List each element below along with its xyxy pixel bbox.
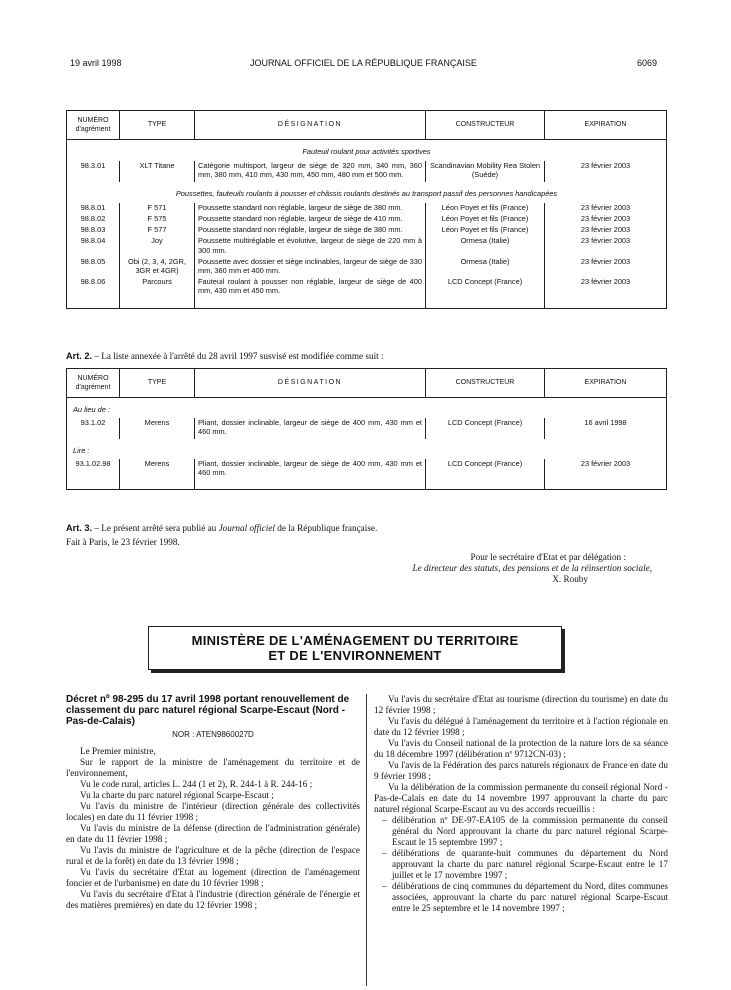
column-divider (366, 694, 367, 986)
cell-type: F 577 (120, 225, 195, 236)
signature-name: X. Rouby (552, 574, 588, 584)
article-label: Art. 2. (66, 351, 93, 361)
paragraph: Le Premier ministre, (80, 746, 156, 756)
paragraph: Vu l'avis du ministre de la défense (direction de l'administration générale) en date du 11 février 1998 ; (66, 823, 360, 844)
article-3 (66, 522, 666, 534)
table-header-row (67, 369, 667, 398)
cell-number: 98.8.05 (67, 257, 120, 277)
decree-right-column (374, 694, 668, 914)
cell-type: Merens (120, 418, 195, 438)
cell-designation: Catégorie multisport, largeur de siège de 320 mm, 340 mm, 360 mm, 380 mm, 410 mm, 430 mm, 450 mm, 480 mm et 500 mm. (195, 161, 426, 181)
paragraph: Vu le code rural, articles L. 244 (1 et 2), R. 244-1 à R. 244-16 ; (80, 779, 313, 789)
approval-table-1 (66, 110, 667, 309)
cell-number: 98.8.04 (67, 236, 120, 256)
article-text: – Le présent arrêté sera publié au (92, 523, 219, 533)
table-row (67, 459, 667, 490)
col-header-manufacturer: CONSTRUCTEUR (426, 369, 545, 398)
signature-block (330, 552, 652, 585)
cell-number: 98.8.01 (67, 203, 120, 214)
nor-reference: NOR : ATEN9860027D (172, 730, 254, 739)
col-header-designation: DÉSIGNATION (195, 111, 426, 140)
cell-manufacturer: LCD Concept (France) (426, 277, 545, 308)
page-header (70, 58, 657, 72)
table-row (67, 418, 667, 438)
cell-designation: Poussette standard non réglable, largeur de siège de 380 mm. (195, 225, 426, 236)
section-heading-row (67, 398, 667, 419)
col-header-manufacturer: CONSTRUCTEUR (426, 111, 545, 140)
cell-designation: Fauteuil roulant à pousser non réglable, largeur de siège de 400 mm, 430 mm et 450 mm. (195, 277, 426, 308)
lire-label: Lire : (67, 439, 667, 459)
section-heading: Fauteuil roulant pour activités sportives (67, 140, 667, 162)
au-lieu-de-label: Au lieu de : (67, 398, 667, 419)
cell-designation: Poussette multiréglable et évolutive, largeur de siège de 220 mm à 300 mm. (195, 236, 426, 256)
section-heading: Poussettes, fauteuils roulants à pousser et châssis roulants destinés au transport passif des personnes handicapées (67, 182, 667, 203)
article-text: de la République française. (274, 523, 378, 533)
cell-manufacturer: Léon Poyet et fils (France) (426, 214, 545, 225)
table-row (67, 257, 667, 277)
section-heading-row (67, 182, 667, 203)
cell-designation: Poussette standard non réglable, largeur de siège de 410 mm. (195, 214, 426, 225)
cell-type: F 575 (120, 214, 195, 225)
fait-a-paris: Fait à Paris, le 23 février 1998. (66, 537, 180, 547)
cell-manufacturer: LCD Concept (France) (426, 418, 545, 438)
cell-expiration: 16 avril 1998 (545, 418, 667, 438)
list-item: – délibérations de cinq communes du département du Nord, dites communes associées, approuvant la charte du parc naturel régional Scarpe-Escaut entre le 25 septembre et le 14 novembre 1997 ; (392, 881, 668, 914)
cell-expiration: 23 février 2003 (545, 203, 667, 214)
cell-manufacturer: LCD Concept (France) (426, 459, 545, 490)
cell-number: 98.8.03 (67, 225, 120, 236)
signature-title: Le directeur des statuts, des pensions et de la réinsertion sociale, (412, 563, 652, 573)
col-header-number: NUMÉRO d'agrément (67, 369, 120, 398)
cell-expiration: 23 février 2003 (545, 214, 667, 225)
col-header-expiration: EXPIRATION (545, 369, 667, 398)
table-row (67, 225, 667, 236)
cell-expiration: 23 février 2003 (545, 236, 667, 256)
approval-list (374, 815, 668, 914)
journal-name: Journal officiel (218, 523, 275, 533)
col-header-number: NUMÉRO d'agrément (67, 111, 120, 140)
cell-designation: Pliant, dossier inclinable, largeur de siège de 400 mm, 430 mm et 460 mm. (195, 459, 426, 490)
cell-expiration: 23 février 2003 (545, 459, 667, 490)
col-header-type: TYPE (120, 111, 195, 140)
table-row (67, 203, 667, 214)
paragraph: Vu l'avis de la Fédération des parcs naturels régionaux de France en date du 9 février 1998 ; (374, 760, 668, 781)
list-item: – délibération nº DE-97-EA105 de la commission permanente du conseil général du Nord approuvant la charte du parc naturel régional Scarpe-Escaut le 15 septembre 1997 ; (392, 815, 668, 848)
col-header-designation: DÉSIGNATION (195, 369, 426, 398)
paragraph: Vu l'avis du secrétaire d'Etat au logement (direction de l'aménagement foncier et de l'urbanisme) en date du 10 février 1998 ; (66, 867, 360, 888)
cell-number: 98.3.01 (67, 161, 120, 181)
header-journal-title: JOURNAL OFFICIEL DE LA RÉPUBLIQUE FRANÇAISE (250, 58, 477, 68)
col-header-type: TYPE (120, 369, 195, 398)
decree-title: Décret nº 98-295 du 17 avril 1998 portant renouvellement de classement du parc naturel régional Scarpe-Escaut (Nord - Pas-de-Calais) (66, 694, 350, 727)
cell-number: 98.8.06 (67, 277, 120, 308)
article-text: – La liste annexée à l'arrêté du 28 avril 1997 susvisé est modifiée comme suit : (92, 351, 384, 361)
cell-number: 98.8.02 (67, 214, 120, 225)
cell-expiration: 23 février 2003 (545, 277, 667, 308)
article-label: Art. 3. (66, 523, 93, 533)
cell-manufacturer: Léon Poyet et fils (France) (426, 203, 545, 214)
table-header-row (67, 111, 667, 140)
cell-designation: Poussette standard non réglable, largeur de siège de 380 mm. (195, 203, 426, 214)
cell-type: Joy (120, 236, 195, 256)
ministry-line-2: ET DE L'ENVIRONNEMENT (268, 648, 442, 663)
paragraph: Vu l'avis du ministre de l'agriculture et de la pêche (direction de l'espace rural et de la forêt) en date du 13 février 1998 ; (66, 845, 360, 866)
cell-manufacturer: Ormesa (Italie) (426, 236, 545, 256)
section-heading-row (67, 439, 667, 459)
table-row (67, 236, 667, 256)
paragraph: Vu l'avis du ministre de l'intérieur (direction générale des collectivités locales) en date du 11 février 1998 ; (66, 801, 360, 822)
paragraph: Vu la charte du parc naturel régional Scarpe-Escaut ; (80, 790, 274, 800)
cell-number: 93.1.02 (67, 418, 120, 438)
cell-expiration: 23 février 2003 (545, 161, 667, 181)
cell-type: Obi (2, 3, 4, 2GR, 3GR et 4GR) (120, 257, 195, 277)
paragraph: Vu l'avis du secrétaire d'Etat au tourisme (direction du tourisme) en date du 12 février 1998 ; (374, 694, 668, 715)
cell-manufacturer: Scandinavian Mobility Rea Stolen (Suède) (426, 161, 545, 181)
cell-type: Parcours (120, 277, 195, 308)
article-2 (66, 350, 666, 362)
ministry-line-1: MINISTÈRE DE L'AMÉNAGEMENT DU TERRITOIRE (191, 633, 519, 648)
cell-type: Merens (120, 459, 195, 490)
approval-table-2 (66, 368, 667, 490)
cell-designation: Pliant, dossier inclinable, largeur de siège de 400 mm, 430 mm et 460 mm. (195, 418, 426, 438)
paragraph: Sur le rapport de la ministre de l'aménagement du territoire et de l'environnement, (66, 757, 360, 778)
table-row (67, 214, 667, 225)
cell-type: F 571 (120, 203, 195, 214)
cell-number: 93.1.02.98 (67, 459, 120, 490)
paragraph: Vu l'avis du secrétaire d'Etat à l'industrie (direction générale de l'énergie et des matières premières) en date du 12 février 1998 ; (66, 889, 360, 910)
cell-designation: Poussette avec dossier et siège inclinables, largeur de siège de 330 mm, 360 mm et 400 mm. (195, 257, 426, 277)
paragraph: Vu l'avis du délégué à l'aménagement du territoire et à l'action régionale en date du 12 février 1998 ; (374, 716, 668, 737)
header-date: 19 avril 1998 (70, 58, 122, 68)
col-header-expiration: EXPIRATION (545, 111, 667, 140)
cell-type: XLT Titane (120, 161, 195, 181)
cell-manufacturer: Léon Poyet et fils (France) (426, 225, 545, 236)
cell-manufacturer: Ormesa (Italie) (426, 257, 545, 277)
section-heading-row (67, 140, 667, 162)
table-row (67, 161, 667, 181)
cell-expiration: 23 février 2003 (545, 225, 667, 236)
ministry-heading (148, 626, 562, 670)
header-page-number: 6069 (636, 58, 657, 68)
cell-expiration: 23 février 2003 (545, 257, 667, 277)
decree-left-column (66, 694, 360, 911)
paragraph: Vu l'avis du Conseil national de la protection de la nature lors de sa séance du 18 décembre 1997 (délibération nº 9712CN-03) ; (374, 738, 668, 759)
paragraph: Vu la délibération de la commission permanente du conseil régional Nord - Pas-de-Calais en date du 14 novembre 1997 approuvant la charte du parc naturel régional Scarpe-Escaut au vu des accords recueillis : (374, 782, 668, 814)
table-row (67, 277, 667, 308)
list-item: – délibérations de quarante-huit communes du département du Nord approuvant la charte du parc naturel régional Scarpe-Escaut entre le 17 juillet et le 17 novembre 1997 ; (392, 848, 668, 881)
signature-line: Pour le secrétaire d'Etat et par délégation : (470, 552, 626, 562)
